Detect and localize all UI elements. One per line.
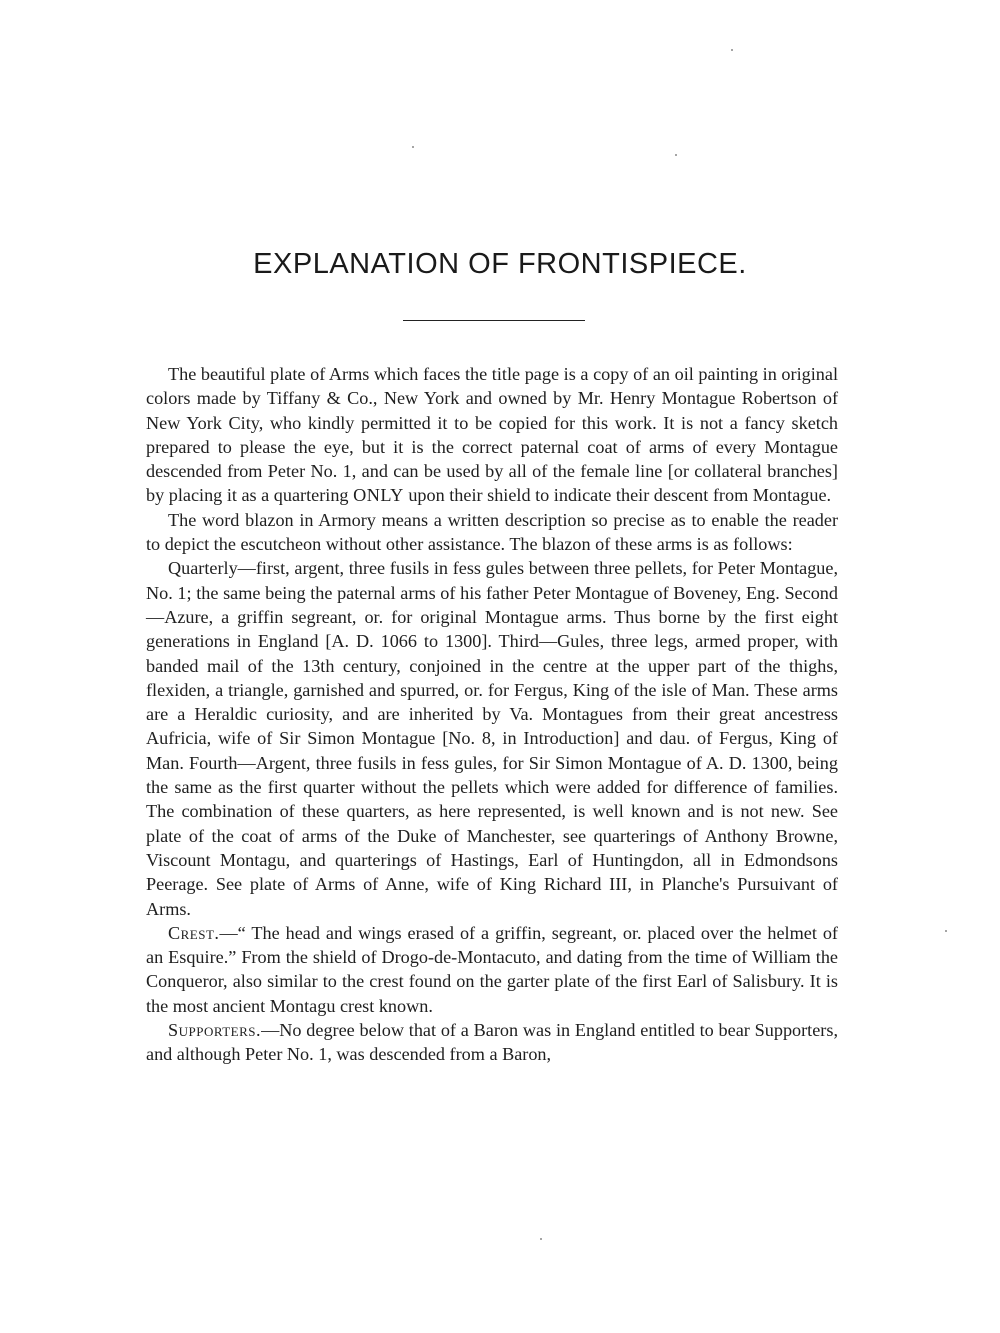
body-text <box>146 362 838 1067</box>
supporters-heading: Supporters. <box>168 1020 262 1041</box>
paragraph-text: Quarterly—first, argent, three fusils in fess gules between three pellets, for Peter Montague, No. 1; the same being the paternal arms of his father Peter Montague of Boveney, Eng. Second—Azure, a griffin segreant, or. for original Montague arms. Thus borne by the first eight generations in England [A. D. 1066 to 1300]. Third—Gules, three legs, armed proper, with banded mail of the 13th century, conjoined in the centre at the upper part of the thighs, flexiden, a triangle, garnished and spurred, or. for Fergus, King of the isle of Man. These arms are a Heraldic curiosity, and are inherited by Va. Montagues from their great ancestress Aufricia, wife of Sir Simon Montague [No. 8, in Introduction] and dau. of Fergus, King of Man. Fourth—Argent, three fusils in fess gules, for Sir Simon Montague of A. D. 1300, being the same as the first quarter without the pellets which were added for difference of families. The combination of these quarters, as here represented, is well known and is not new. See plate of the coat of arms of the Duke of Manchester, see quarterings of Anthony Browne, Viscount Montagu, and quarterings of Hastings, Earl of Huntingdon, all in Edmondsons Peerage. See plate of Arms of Anne, wife of King Richard III, in Planche's Pursuivant of Arms. <box>146 558 838 919</box>
paragraph-text: —“ The head and wings erased of a griffin, segreant, or. placed over the helmet of an Esquire.” From the shield of Drogo-de-Montacuto, and dating from the time of William the Conqueror, also similar to the crest found on the garter plate of the first Earl of Salisbury. It is the most ancient Montagu crest known. <box>146 922 838 1016</box>
scan-speck <box>412 146 414 148</box>
paragraph-text: The beautiful plate of Arms which faces the title page is a copy of an oil painting in original colors made by Tiffany & Co., New York and owned by Mr. Henry Montague Robertson of New York City, who kindly permitted it to be copied for this work. It is not a fancy sketch prepared to please the eye, but it is the correct paternal coat of arms of every Montague descended from Peter No. 1, and can be used by all of the female line [or collateral branches] by placing it as a quartering <box>146 364 838 506</box>
paragraph-text-rest: upon their shield to indicate their descent from Montague. <box>403 485 832 506</box>
emphasis-only: ONLY <box>353 485 404 506</box>
paragraph-crest <box>146 921 838 1018</box>
paragraph-text: The word blazon in Armory means a written description so precise as to enable the reader to depict the escutcheon without other assistance. The blazon of these arms is as follows: <box>146 509 838 555</box>
scan-speck <box>540 1238 542 1240</box>
scan-speck <box>731 49 733 51</box>
paragraph-intro <box>146 362 838 508</box>
paragraph-blazon <box>146 508 838 557</box>
title-rule <box>403 320 585 321</box>
page-title: EXPLANATION OF FRONTISPIECE. <box>253 248 747 280</box>
scan-speck <box>945 930 947 932</box>
paragraph-text: —No degree below that of a Baron was in England entitled to bear Supporters, and although Peter No. 1, was descended from a Baron, <box>146 1020 838 1065</box>
crest-heading: Crest. <box>168 922 220 943</box>
paragraph-quarterly <box>146 556 838 920</box>
paragraph-supporters <box>146 1018 838 1067</box>
scan-speck <box>675 154 677 156</box>
